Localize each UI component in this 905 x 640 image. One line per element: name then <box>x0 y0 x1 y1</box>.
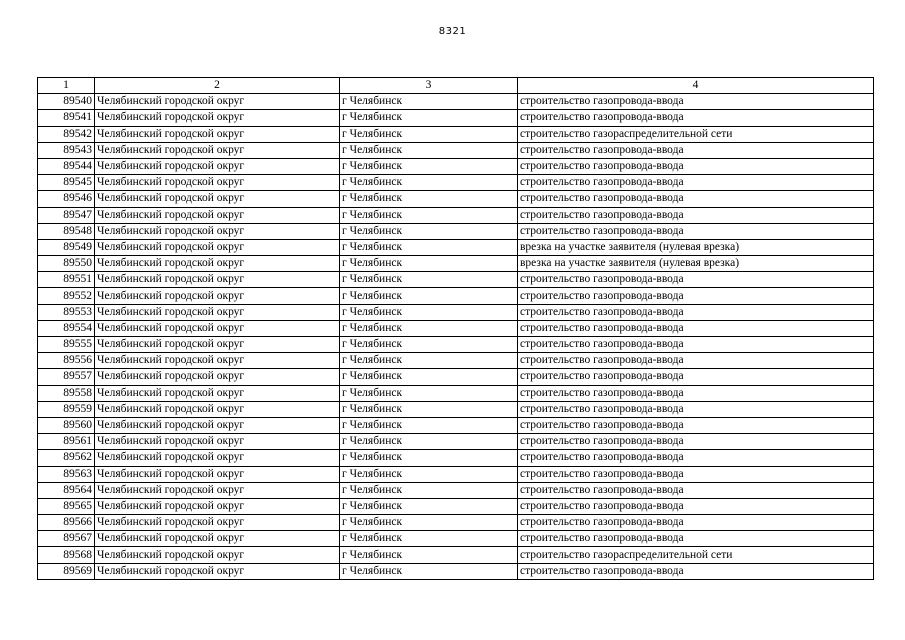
cell-work-type: строительство газопровода-ввода <box>518 320 874 336</box>
table-row <box>38 417 874 433</box>
cell-work-type: строительство газопровода-ввода <box>518 191 874 207</box>
cell-district: Челябинский городской округ <box>95 563 340 579</box>
cell-city: г Челябинск <box>340 482 518 498</box>
cell-number: 89544 <box>38 158 95 174</box>
cell-district: Челябинский городской округ <box>95 223 340 239</box>
cell-city: г Челябинск <box>340 126 518 142</box>
cell-district: Челябинский городской округ <box>95 320 340 336</box>
table-row <box>38 401 874 417</box>
cell-district: Челябинский городской округ <box>95 272 340 288</box>
cell-district: Челябинский городской округ <box>95 482 340 498</box>
cell-city: г Челябинск <box>340 288 518 304</box>
cell-work-type: строительство газопровода-ввода <box>518 498 874 514</box>
cell-work-type: строительство газопровода-ввода <box>518 531 874 547</box>
cell-district: Челябинский городской округ <box>95 450 340 466</box>
table-row <box>38 482 874 498</box>
cell-district: Челябинский городской округ <box>95 353 340 369</box>
cell-city: г Челябинск <box>340 256 518 272</box>
cell-work-type: строительство газопровода-ввода <box>518 353 874 369</box>
cell-work-type: строительство газопровода-ввода <box>518 288 874 304</box>
cell-city: г Челябинск <box>340 498 518 514</box>
cell-number: 89552 <box>38 288 95 304</box>
cell-work-type: строительство газопровода-ввода <box>518 417 874 433</box>
table-row <box>38 450 874 466</box>
table-row <box>38 256 874 272</box>
cell-city: г Челябинск <box>340 353 518 369</box>
cell-work-type: строительство газопровода-ввода <box>518 450 874 466</box>
table-row <box>38 531 874 547</box>
cell-district: Челябинский городской округ <box>95 207 340 223</box>
cell-work-type: врезка на участке заявителя (нулевая врезка) <box>518 256 874 272</box>
table-row <box>38 337 874 353</box>
cell-number: 89557 <box>38 369 95 385</box>
cell-city: г Челябинск <box>340 531 518 547</box>
page-number: 8321 <box>438 26 467 37</box>
table-row <box>38 272 874 288</box>
cell-work-type: строительство газопровода-ввода <box>518 223 874 239</box>
cell-city: г Челябинск <box>340 417 518 433</box>
cell-city: г Челябинск <box>340 466 518 482</box>
cell-district: Челябинский городской округ <box>95 385 340 401</box>
cell-city: г Челябинск <box>340 563 518 579</box>
cell-number: 89558 <box>38 385 95 401</box>
table-row <box>38 94 874 110</box>
table-row <box>38 434 874 450</box>
table-row <box>38 304 874 320</box>
table-row <box>38 239 874 255</box>
cell-city: г Челябинск <box>340 547 518 563</box>
cell-city: г Челябинск <box>340 175 518 191</box>
cell-number: 89563 <box>38 466 95 482</box>
cell-district: Челябинский городской округ <box>95 547 340 563</box>
cell-work-type: строительство газопровода-ввода <box>518 401 874 417</box>
cell-city: г Челябинск <box>340 337 518 353</box>
cell-district: Челябинский городской округ <box>95 142 340 158</box>
cell-district: Челябинский городской округ <box>95 94 340 110</box>
table-row <box>38 207 874 223</box>
cell-city: г Челябинск <box>340 515 518 531</box>
cell-number: 89555 <box>38 337 95 353</box>
cell-city: г Челябинск <box>340 369 518 385</box>
cell-work-type: строительство газопровода-ввода <box>518 563 874 579</box>
table-row <box>38 369 874 385</box>
cell-work-type: строительство газораспределительной сети <box>518 126 874 142</box>
cell-city: г Челябинск <box>340 272 518 288</box>
cell-number: 89546 <box>38 191 95 207</box>
cell-work-type: строительство газопровода-ввода <box>518 207 874 223</box>
table-row <box>38 175 874 191</box>
registry-table <box>37 77 874 580</box>
cell-number: 89545 <box>38 175 95 191</box>
cell-work-type: строительство газопровода-ввода <box>518 482 874 498</box>
cell-city: г Челябинск <box>340 223 518 239</box>
cell-number: 89566 <box>38 515 95 531</box>
cell-district: Челябинский городской округ <box>95 288 340 304</box>
cell-number: 89565 <box>38 498 95 514</box>
cell-district: Челябинский городской округ <box>95 175 340 191</box>
cell-city: г Челябинск <box>340 434 518 450</box>
cell-city: г Челябинск <box>340 239 518 255</box>
cell-work-type: строительство газопровода-ввода <box>518 515 874 531</box>
table-row <box>38 142 874 158</box>
cell-number: 89553 <box>38 304 95 320</box>
cell-district: Челябинский городской округ <box>95 256 340 272</box>
cell-number: 89541 <box>38 110 95 126</box>
cell-city: г Челябинск <box>340 191 518 207</box>
cell-district: Челябинский городской округ <box>95 434 340 450</box>
header-cell-2: 2 <box>95 78 340 94</box>
table-row <box>38 353 874 369</box>
cell-district: Челябинский городской округ <box>95 417 340 433</box>
cell-city: г Челябинск <box>340 207 518 223</box>
cell-number: 89542 <box>38 126 95 142</box>
cell-city: г Челябинск <box>340 158 518 174</box>
header-cell-3: 3 <box>340 78 518 94</box>
cell-district: Челябинский городской округ <box>95 401 340 417</box>
table-row <box>38 158 874 174</box>
cell-work-type: строительство газопровода-ввода <box>518 110 874 126</box>
cell-district: Челябинский городской округ <box>95 498 340 514</box>
cell-number: 89550 <box>38 256 95 272</box>
cell-number: 89548 <box>38 223 95 239</box>
table-row <box>38 191 874 207</box>
cell-city: г Челябинск <box>340 110 518 126</box>
cell-district: Челябинский городской округ <box>95 531 340 547</box>
cell-number: 89543 <box>38 142 95 158</box>
cell-number: 89554 <box>38 320 95 336</box>
table-row <box>38 110 874 126</box>
cell-district: Челябинский городской округ <box>95 304 340 320</box>
table-row <box>38 288 874 304</box>
cell-number: 89568 <box>38 547 95 563</box>
cell-work-type: строительство газопровода-ввода <box>518 369 874 385</box>
cell-district: Челябинский городской округ <box>95 466 340 482</box>
cell-district: Челябинский городской округ <box>95 126 340 142</box>
cell-work-type: строительство газопровода-ввода <box>518 142 874 158</box>
cell-city: г Челябинск <box>340 320 518 336</box>
table-row <box>38 515 874 531</box>
cell-number: 89540 <box>38 94 95 110</box>
cell-work-type: врезка на участке заявителя (нулевая врезка) <box>518 239 874 255</box>
cell-district: Челябинский городской округ <box>95 239 340 255</box>
cell-number: 89564 <box>38 482 95 498</box>
cell-city: г Челябинск <box>340 401 518 417</box>
table-row <box>38 385 874 401</box>
header-cell-4: 4 <box>518 78 874 94</box>
table-body <box>38 94 874 580</box>
cell-number: 89567 <box>38 531 95 547</box>
cell-number: 89549 <box>38 239 95 255</box>
cell-city: г Челябинск <box>340 385 518 401</box>
cell-district: Челябинский городской округ <box>95 110 340 126</box>
cell-number: 89560 <box>38 417 95 433</box>
cell-number: 89562 <box>38 450 95 466</box>
cell-number: 89559 <box>38 401 95 417</box>
header-row <box>38 78 874 94</box>
cell-district: Челябинский городской округ <box>95 158 340 174</box>
table-row <box>38 223 874 239</box>
cell-district: Челябинский городской округ <box>95 515 340 531</box>
table-row <box>38 547 874 563</box>
cell-number: 89569 <box>38 563 95 579</box>
cell-number: 89556 <box>38 353 95 369</box>
cell-number: 89551 <box>38 272 95 288</box>
cell-city: г Челябинск <box>340 450 518 466</box>
cell-work-type: строительство газораспределительной сети <box>518 547 874 563</box>
cell-work-type: строительство газопровода-ввода <box>518 94 874 110</box>
cell-work-type: строительство газопровода-ввода <box>518 158 874 174</box>
cell-work-type: строительство газопровода-ввода <box>518 304 874 320</box>
cell-city: г Челябинск <box>340 304 518 320</box>
cell-city: г Челябинск <box>340 142 518 158</box>
cell-work-type: строительство газопровода-ввода <box>518 337 874 353</box>
table-row <box>38 320 874 336</box>
table-row <box>38 126 874 142</box>
cell-number: 89561 <box>38 434 95 450</box>
cell-work-type: строительство газопровода-ввода <box>518 434 874 450</box>
cell-district: Челябинский городской округ <box>95 369 340 385</box>
table-header <box>38 78 874 94</box>
cell-work-type: строительство газопровода-ввода <box>518 272 874 288</box>
table-row <box>38 466 874 482</box>
table-row <box>38 563 874 579</box>
table-row <box>38 498 874 514</box>
cell-work-type: строительство газопровода-ввода <box>518 175 874 191</box>
cell-work-type: строительство газопровода-ввода <box>518 385 874 401</box>
header-cell-1: 1 <box>38 78 95 94</box>
cell-district: Челябинский городской округ <box>95 337 340 353</box>
cell-work-type: строительство газопровода-ввода <box>518 466 874 482</box>
cell-city: г Челябинск <box>340 94 518 110</box>
cell-number: 89547 <box>38 207 95 223</box>
cell-district: Челябинский городской округ <box>95 191 340 207</box>
